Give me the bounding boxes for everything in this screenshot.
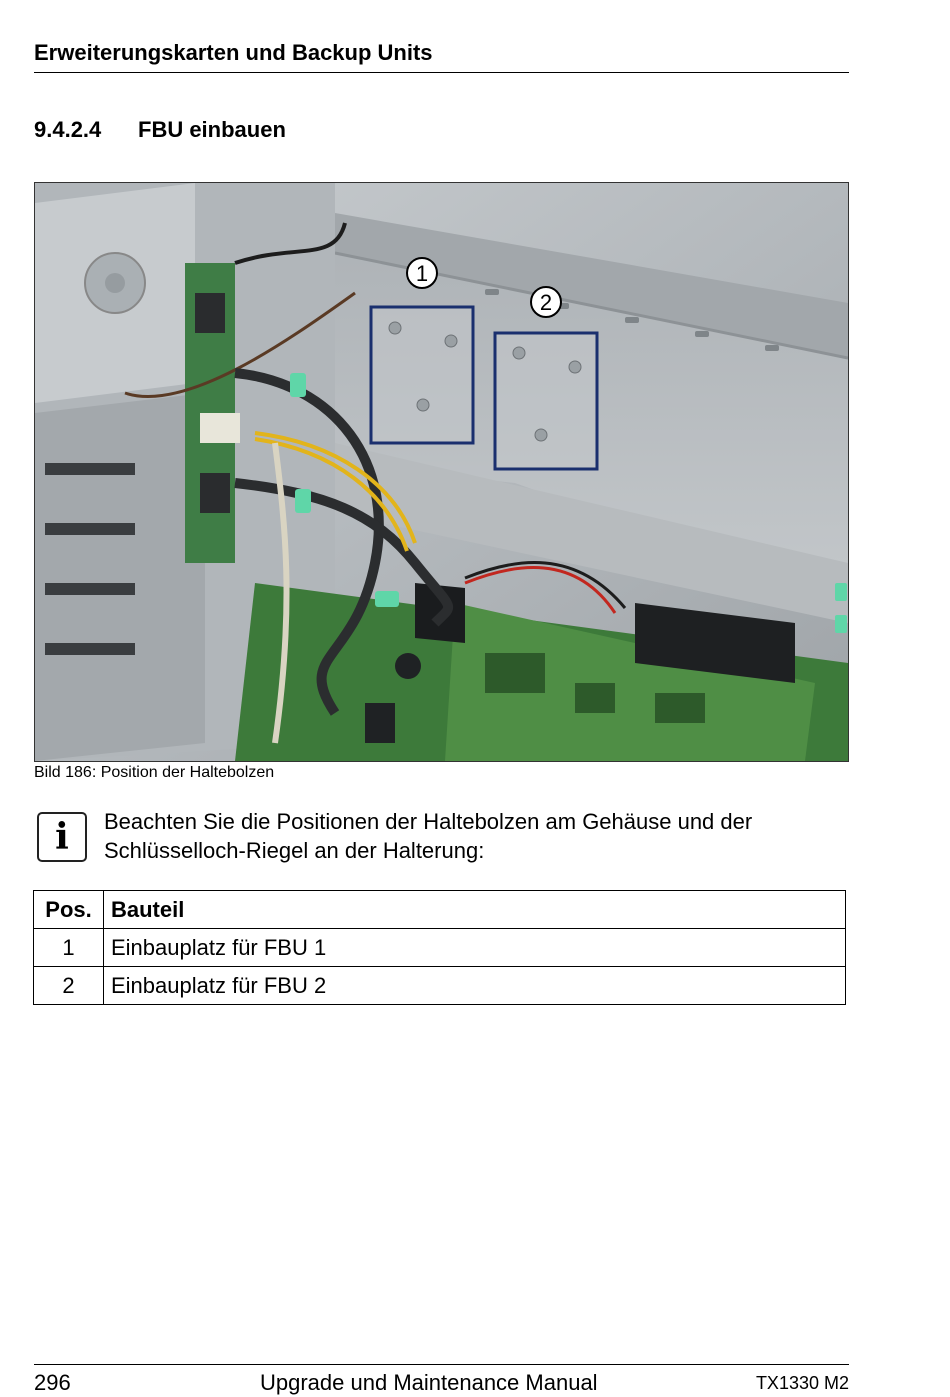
info-icon: i [37, 812, 87, 862]
table-header-row [34, 891, 846, 929]
info-note-text: Beachten Sie die Positionen der Haltebolzen am Gehäuse und der Schlüsselloch-Riegel an der Halterung: [104, 809, 753, 863]
footer-rule [34, 1364, 849, 1365]
figure-caption: Bild 186: Position der Haltebolzen [34, 764, 275, 781]
callout-2-label: 2 [539, 290, 553, 315]
section-heading [34, 117, 286, 143]
manual-title: Upgrade und Maintenance Manual [260, 1370, 598, 1395]
figure-photo [34, 182, 849, 762]
callout-1-label: 1 [415, 261, 429, 286]
server-chassis-illustration [35, 183, 848, 761]
table-row [34, 967, 846, 1005]
row-part: Einbauplatz für FBU 2 [104, 967, 846, 1005]
row-part: Einbauplatz für FBU 1 [104, 929, 846, 967]
model-name: TX1330 M2 [755, 1373, 849, 1393]
callout-1-marker [407, 258, 437, 288]
page-number: 296 [34, 1370, 71, 1395]
header-part: Bauteil [104, 891, 846, 929]
header-rule [34, 72, 849, 73]
row-pos: 2 [34, 967, 104, 1005]
fbu-slot-1-frame [371, 307, 473, 443]
callout-2-marker [531, 287, 561, 317]
header-pos: Pos. [34, 891, 104, 929]
page-header-title: Erweiterungskarten und Backup Units [34, 40, 433, 65]
section-number: 9.4.2.4 [34, 117, 102, 142]
parts-table [33, 890, 846, 1005]
row-pos: 1 [34, 929, 104, 967]
fbu-slot-2-frame [495, 333, 597, 469]
table-row [34, 929, 846, 967]
section-title: FBU einbauen [138, 117, 286, 142]
